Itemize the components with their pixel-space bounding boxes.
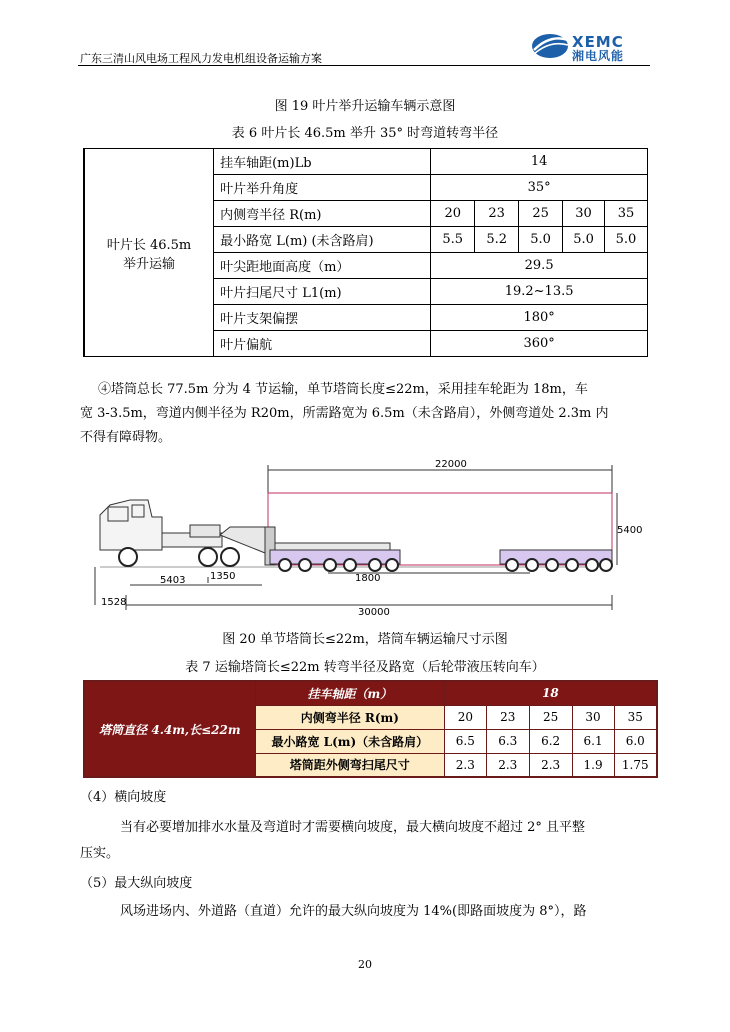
dim-5403: 5403: [160, 575, 186, 586]
dim-30000: 30000: [358, 607, 390, 618]
table7-group-label: 塔筒直径 4.4m,长≤22m: [84, 681, 255, 777]
cell: 6.3: [486, 729, 529, 753]
section4-line1: 当有必要增加排水水量及弯道时才需要横向坡度，最大横向坡度不超过 2° 且平整: [120, 820, 586, 835]
figure20-caption: 图 20 单节塔筒长≤22m，塔筒车辆运输尺寸示图: [222, 632, 508, 647]
cell: 35: [605, 201, 648, 227]
row-label: 叶片扫尾尺寸 L1(m): [214, 279, 431, 305]
row-label: 叶片支架偏摆: [214, 305, 431, 331]
paragraph4-line1: ④塔筒总长 77.5m 分为 4 节运输，单节塔筒长度≤22m，采用挂车轮距为 18m，车: [98, 382, 588, 397]
page-number: 20: [358, 958, 372, 971]
dim-1528: 1528: [101, 597, 127, 608]
group-label-line2: 举升运输: [123, 256, 176, 272]
cell: 23: [475, 201, 519, 227]
row-value: 360°: [431, 331, 648, 357]
row-label: 叶片偏航: [214, 331, 431, 357]
row-value: 19.2~13.5: [431, 279, 648, 305]
table7-head-label: 挂车轴距（m）: [255, 681, 444, 705]
dim-22000: 22000: [435, 459, 467, 470]
row-value: 14: [431, 149, 648, 175]
row-label: 内侧弯半径 R(m): [214, 201, 431, 227]
cell: 2.3: [486, 753, 529, 777]
cell: 5.0: [605, 227, 648, 253]
cell: 2.3: [444, 753, 486, 777]
section5-line1: 风场进场内、外道路（直道）允许的最大纵向坡度为 14%(即路面坡度为 8°），路: [120, 904, 587, 919]
row-label: 叶片举升角度: [214, 175, 431, 201]
row-value: 180°: [431, 305, 648, 331]
table7: [83, 680, 658, 778]
group-label-line1: 叶片长 46.5m: [106, 237, 192, 253]
row-value: 35°: [431, 175, 648, 201]
cell: 1.9: [572, 753, 614, 777]
row-label: 最小路宽 L(m)（未含路肩）: [255, 729, 444, 753]
table6-group-label: [84, 149, 214, 357]
dim-1350: 1350: [210, 571, 236, 582]
tower-truck-diagram: [90, 455, 643, 620]
row-label: 叶尖距地面高度（m）: [214, 253, 431, 279]
logo-text-cn: 湘电风能: [572, 49, 625, 63]
paragraph4-line2: 宽 3-3.5m，弯道内侧半径为 R20m，所需路宽为 6.5m（未含路肩），外侧弯道处 2.3m 内: [80, 406, 609, 421]
cell: 30: [563, 201, 605, 227]
cell: 6.1: [572, 729, 614, 753]
row-label: 最小路宽 L(m) (未含路肩): [214, 227, 431, 253]
table7-head-value: 18: [444, 681, 657, 705]
section4-line2: 压实。: [80, 846, 120, 861]
header-title: 广东三清山风电场工程风力发电机组设备运输方案: [80, 52, 322, 65]
cell: 5.0: [563, 227, 605, 253]
table-row: [84, 681, 657, 705]
figure19-caption: 图 19 叶片举升运输车辆示意图: [274, 99, 456, 114]
table6: [83, 148, 648, 357]
cell: 6.2: [529, 729, 572, 753]
section4-heading: （4）横向坡度: [80, 790, 167, 805]
cell: 6.5: [444, 729, 486, 753]
paragraph4-line3: 不得有障碍物。: [80, 430, 172, 445]
cell: 25: [519, 201, 563, 227]
dim-1800: 1800: [355, 573, 381, 584]
cell: 30: [572, 705, 614, 729]
cell: 20: [444, 705, 486, 729]
cell: 20: [431, 201, 475, 227]
table-row: [84, 149, 648, 175]
table6-caption: 表 6 叶片长 46.5m 举升 35° 时弯道转弯半径: [231, 126, 499, 141]
cell: 5.5: [431, 227, 475, 253]
dim-5400: 5400: [617, 525, 643, 536]
section5-heading: （5）最大纵向坡度: [80, 876, 193, 891]
header-rule: [78, 65, 650, 66]
row-value: 29.5: [431, 253, 648, 279]
cell: 5.2: [475, 227, 519, 253]
table7-caption: 表 7 运输塔筒长≤22m 转弯半径及路宽（后轮带液压转向车）: [185, 660, 545, 675]
cell: 23: [486, 705, 529, 729]
row-label: 内侧弯半径 R(m): [255, 705, 444, 729]
cell: 1.75: [614, 753, 657, 777]
cell: 6.0: [614, 729, 657, 753]
logo-text-en: XEMC: [572, 33, 624, 51]
row-label: 挂车轴距(m)Lb: [214, 149, 431, 175]
cell: 5.0: [519, 227, 563, 253]
cell: 25: [529, 705, 572, 729]
row-label: 塔筒距外侧弯扫尾尺寸: [255, 753, 444, 777]
cell: 2.3: [529, 753, 572, 777]
cell: 35: [614, 705, 657, 729]
